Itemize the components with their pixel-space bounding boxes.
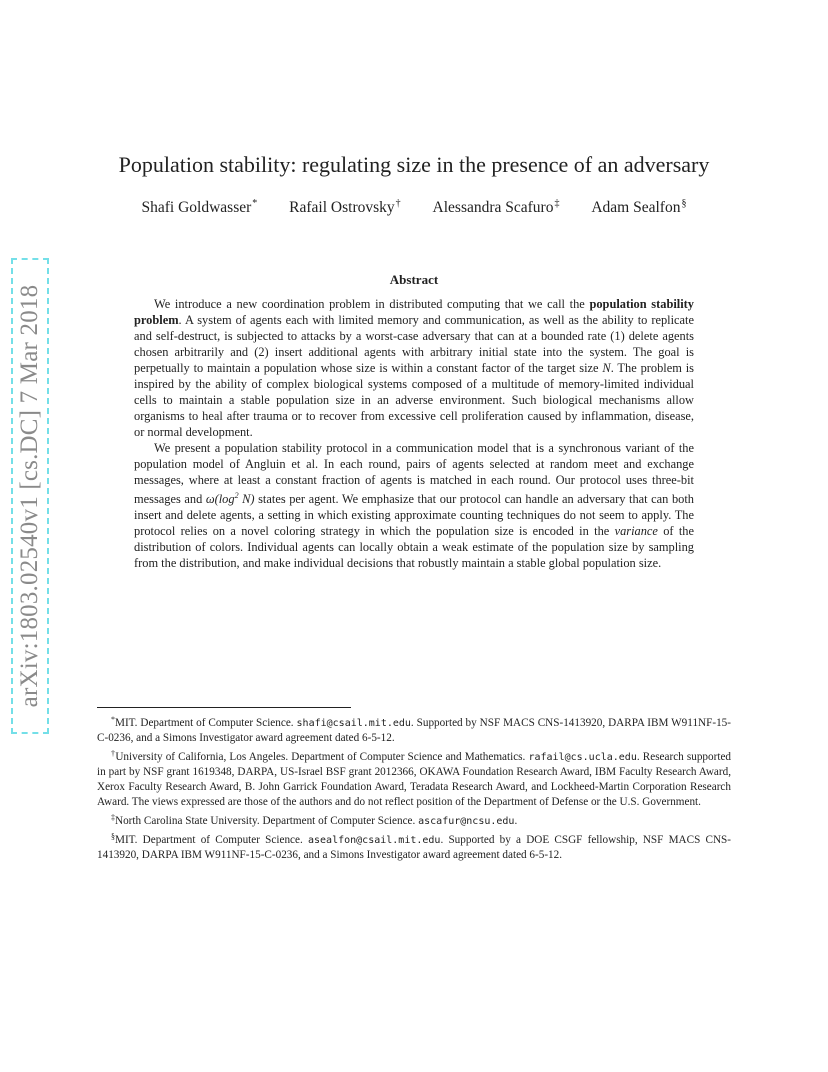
footnote-mark: † <box>111 749 116 758</box>
author-mark: * <box>252 198 258 209</box>
author-name: Shafi Goldwasser <box>141 199 252 216</box>
footnote-text: MIT. Department of Computer Science. <box>115 834 308 846</box>
math-exponent: 2 <box>234 491 239 500</box>
email-link[interactable]: asealfon@csail.mit.edu <box>307 835 441 846</box>
abstract-heading: Abstract <box>389 272 439 287</box>
author-scafuro <box>433 198 560 217</box>
abstract-text: We introduce a new coordination problem in distributed computing that we call the <box>154 297 590 311</box>
author-mark: ‡ <box>554 198 560 209</box>
email-link[interactable]: rafail@cs.ucla.edu <box>528 752 637 763</box>
author-list <box>0 198 828 217</box>
problem-name: population stability problem <box>134 297 694 327</box>
math-part: N) <box>238 492 255 507</box>
abstract-paragraph-2 <box>134 440 694 571</box>
arxiv-stamp <box>11 258 49 734</box>
footnote-mark: * <box>111 715 115 724</box>
author-goldwasser <box>142 198 258 217</box>
abstract-body <box>134 296 694 571</box>
author-ostrovsky <box>289 198 400 217</box>
emphasis-variance: variance <box>614 524 658 539</box>
footnote-text: MIT. Department of Computer Science. <box>115 717 297 729</box>
math-variable: N <box>602 361 611 375</box>
footnote-scafuro <box>97 810 731 829</box>
author-sealfon <box>591 198 686 217</box>
footnote-sealfon <box>97 829 731 863</box>
author-name: Alessandra Scafuro <box>432 199 554 216</box>
author-mark: † <box>395 198 401 209</box>
abstract-text: of the distribution of colors. Individual agents can locally obtain a weak estimate of the population size by sampling from the distribution, and make individual decisions that robustly maintain a stable global population size. <box>134 524 695 571</box>
abstract-text: states per agent. We emphasize that our protocol can handle an adversary that can both insert and delete agents, a setting in which existing approximate counting techniques do not seem to apply. The protocol relies on a novel coloring strategy in which the population size is encoded in the <box>134 492 694 539</box>
footnote-text: North Carolina State University. Department of Computer Science. <box>115 815 419 827</box>
footnote-text: . Research supported in part by NSF grant 1619348, DARPA, US-Israel BSF grant 2012366, OKAWA Foundation Research Award, IBM Faculty Research Award, Xerox Faculty Research Award, B. John Garrick Foundation Award, Teradata Research Award, and Lockheed-Martin Corporation Research Award. The views expressed are those of the authors and do not reflect position of the Department of Defense or the U.S. Government. <box>97 751 732 808</box>
abstract-text: . The problem is inspired by the ability of complex biological systems composed of a multitude of memory-limited individual cells to maintain a stable population size in an adverse environment. Such biological mechanisms allow organisms to heal after trauma or to recover from excessive cell proliferation caused by inflammation, disease, or normal development. <box>134 361 694 439</box>
author-name: Rafail Ostrovsky <box>289 199 395 216</box>
arxiv-identifier[interactable]: arXiv:1803.02540v1 [cs.DC] 7 Mar 2018 <box>16 284 43 708</box>
footnote-text: . Supported by a DOE CSGF fellowship, NSF MACS CNS-1413920, DARPA IBM W911NF-15-C-0236, and a Simons Investigator award agreement dated 6-5-12. <box>97 834 731 861</box>
author-name: Adam Sealfon <box>591 199 681 216</box>
footnote-text: University of California, Los Angeles. Department of Computer Science and Mathematics. <box>115 751 529 763</box>
footnote-ostrovsky <box>97 746 731 810</box>
abstract-paragraph-1 <box>134 296 694 440</box>
email-link[interactable]: ascafur@ncsu.edu <box>418 816 515 827</box>
author-mark: § <box>681 198 687 209</box>
paper-title: Population stability: regulating size in the presence of an adversary <box>118 152 710 177</box>
footnote-text: . <box>514 815 518 827</box>
math-expression <box>206 492 255 506</box>
email-link[interactable]: shafi@csail.mit.edu <box>296 718 411 729</box>
footnote-divider <box>97 707 351 708</box>
footnote-text: . Supported by NSF MACS CNS-1413920, DARPA IBM W911NF-15-C-0236, and a Simons Investigator award agreement dated 6-5-12. <box>97 717 731 744</box>
abstract-text: . A system of agents each with limited memory and communication, as well as the ability to replicate and self-destruct, is subjected to attacks by a worst-case adversary that can at a bounded rate (1) delete agents chosen arbitrarily and (2) insert additional agents with arbitrary initial state into the system. The goal is perpetually to maintain a population whose size is within a constant factor of the target size <box>134 313 694 375</box>
abstract-text: We present a population stability protocol in a communication model that is a synchronous variant of the population model of Angluin et al. In each round, pairs of agents selected at random meet and exchange messages, where at least a constant fraction of agents is matched in each round. Our protocol uses three-bit messages and <box>134 441 694 507</box>
footnote-goldwasser <box>97 712 731 746</box>
math-part: ω(log <box>205 492 235 507</box>
footnotes <box>97 712 731 863</box>
footnote-mark: ‡ <box>111 813 115 822</box>
footnote-mark: § <box>111 832 115 841</box>
